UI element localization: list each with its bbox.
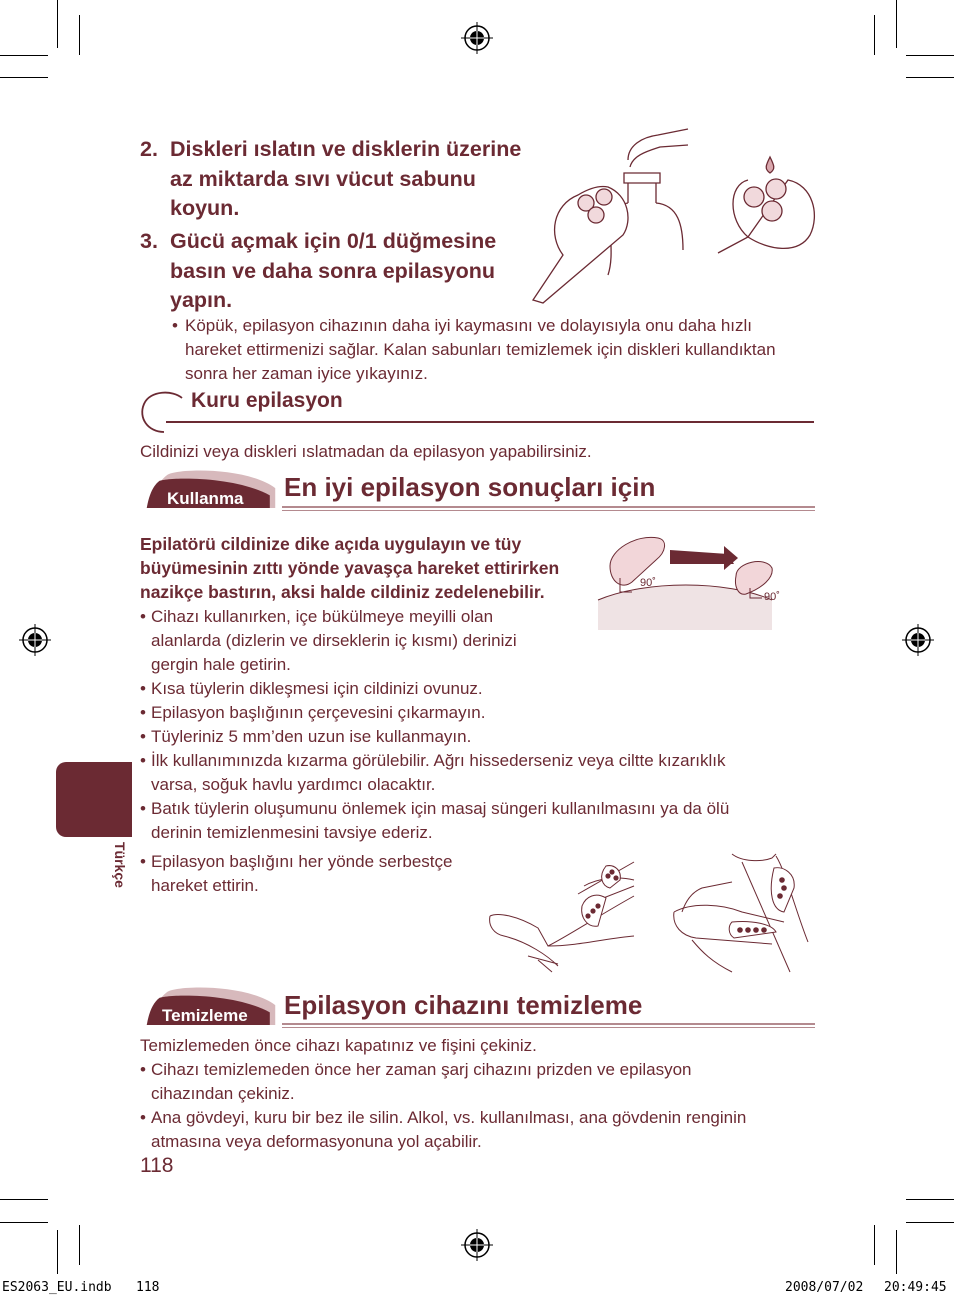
section-rule-thin [282,510,815,511]
language-side-label: Türkçe [112,842,128,888]
section-title: En iyi epilasyon sonuçları için [284,472,656,502]
footer-time: 20:49:45 [884,1280,947,1295]
registration-mark-left-icon [19,624,51,656]
bullet-line: derinin temizlenmesini tavsiye ederiz. [151,823,433,842]
step-number: 2. [140,137,158,161]
section-title: Epilasyon cihazını temizleme [284,990,643,1020]
step-text-line: koyun. [170,196,240,220]
registration-mark-bottom-icon [461,1229,493,1261]
bullet-line: Ana gövdeyi, kuru bir bez ile silin. Alkol, vs. kullanılması, ana gövdenin renginin [151,1108,747,1127]
registration-mark-top-icon [461,22,493,54]
epilator-soap-illustration [528,125,818,303]
footer-page: 118 [136,1280,160,1295]
footer-file: ES2063_EU.indb [2,1280,112,1295]
section-rule-thin [282,1027,815,1028]
arm-epilation-illustration [672,852,810,974]
note-line: hareket ettirmenizi sağlar. Kalan sabunları temizlemek için diskleri kullandıktan [185,340,776,359]
bullet-line: Cihazı kullanırken, içe bükülmeye meyilli olan [151,607,494,626]
section-rule [282,1023,815,1025]
bullet-line: Tüyleriniz 5 mm’den uzun ise kullanmayın. [151,727,472,746]
intro-line: Epilatörü cildinize dike açıda uygulayın ve tüy [140,534,522,554]
bullet-line: alanlarda (dizlerin ve dirseklerin iç kısmı) derinizi [151,631,517,650]
language-side-tab [56,762,132,837]
step-number: 3. [140,229,158,253]
bullet-line: cihazından çekiniz. [151,1084,295,1103]
bullet-line: gergin hale getirin. [151,655,291,674]
section-rule [282,506,815,508]
bullet-line: Kısa tüylerin dikleşmesi için cildinizi ovunuz. [151,679,483,698]
angle-label: 90˚ [640,577,656,589]
step-text-line: yapın. [170,288,233,312]
intro-line: nazikçe bastırın, aksi halde cildiniz zedelenebilir. [140,582,545,602]
dry-epilation-hook-icon [138,388,188,436]
leg-epilation-illustration [488,856,636,972]
dry-epilation-rule [166,421,814,423]
note-line: sonra her zaman iyice yıkayınız. [185,364,428,383]
footer-date: 2008/07/02 [785,1280,864,1295]
page-number: 118 [140,1154,174,1177]
bullet-line: İlk kullanımınızda kızarma görülebilir. Ağrı hissederseniz veya ciltte kızarıklık [151,751,726,770]
step-text-line: az miktarda sıvı vücut sabunu [170,166,476,191]
bullet-line: Batık tüylerin oluşumunu önlemek için masaj süngeri kullanılmasını ya da ölü [151,799,730,818]
bullet-line: hareket ettirin. [151,876,259,895]
step-text-line: basın ve daha sonra epilasyonu [170,258,495,283]
note-line: Köpük, epilasyon cihazının daha iyi kaymasını ve dolayısıyla onu daha hızlı [185,316,753,335]
section2-intro: Temizlemeden önce cihazı kapatınız ve fişini çekiniz. [140,1036,537,1055]
bullet-line: Epilasyon başlığının çerçevesini çıkarmayın. [151,703,486,722]
section1-intro [140,532,559,604]
section-tab-label: Kullanma [167,489,244,508]
step-text-line: Diskleri ıslatın ve disklerin üzerine [170,137,522,161]
intro-line: büyümesinin zıttı yönde yavaşça hareket ettirirken [140,558,560,578]
angle-label: 90˚ [764,591,780,603]
registration-mark-right-icon [902,624,934,656]
bullet-line: varsa, soğuk havlu yardımcı olacaktır. [151,775,436,794]
section-tab-label: Temizleme [162,1006,248,1025]
bullet-line: Epilasyon başlığını her yönde serbestçe [151,852,453,871]
bullet-line: Cihazı temizlemeden önce her zaman şarj cihazını prizden ve epilasyon [151,1060,692,1079]
step-text-line: Gücü açmak için 0/1 düğmesine [170,229,497,253]
dry-epilation-text: Cildinizi veya diskleri ıslatmadan da epilasyon yapabilirsiniz. [140,442,592,461]
dry-epilation-heading: Kuru epilasyon [191,389,343,412]
bullet-line: atmasına veya deformasyonuna yol açabilir. [151,1132,482,1151]
angle-usage-illustration [596,530,780,632]
